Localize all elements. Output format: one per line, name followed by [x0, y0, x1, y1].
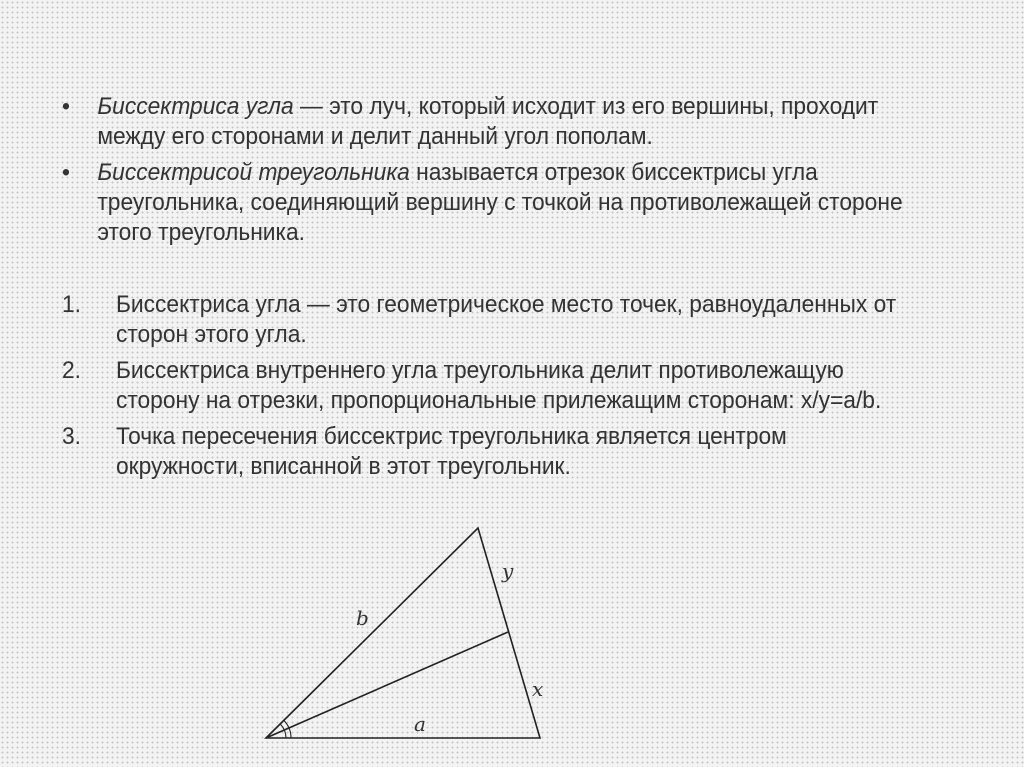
- label-b: b: [356, 606, 369, 630]
- property-item-1: [62, 290, 918, 350]
- triangle-outline: [266, 528, 540, 738]
- list-number: 3.: [62, 423, 82, 450]
- list-number: 1.: [62, 291, 82, 318]
- bullet-marker: •: [62, 93, 70, 120]
- label-x: x: [532, 677, 544, 701]
- bullet-definition-angle-bisector: [62, 92, 918, 152]
- definition-text: — это луч, который исходит из его вершины, проходит между его сторонами и делит данный угол пополам.: [97, 93, 879, 150]
- label-y: y: [502, 559, 514, 583]
- property-text: Биссектриса внутреннего угла треугольника делит противолежащую сторону на отрезки, пропорциональные прилежащим сторонам: x/y=a/b.: [115, 357, 882, 414]
- angle-mark-inner: [280, 724, 286, 738]
- bullet-definition-triangle-bisector: [62, 158, 918, 248]
- bullet-marker: •: [62, 159, 70, 186]
- slide-text-block: [62, 92, 918, 488]
- term-triangle-bisector: Биссектрисой треугольника: [97, 159, 410, 186]
- property-text: Точка пересечения биссектрис треугольника является центром окружности, вписанной в этот треугольник.: [115, 423, 787, 480]
- property-text: Биссектриса угла — это геометрическое место точек, равноудаленных от сторон этого угла.: [115, 291, 897, 348]
- spacer: [62, 254, 918, 290]
- bisector-segment: [266, 632, 508, 738]
- term-angle-bisector: Биссектриса угла: [97, 93, 294, 120]
- angle-mark-outer: [284, 720, 291, 738]
- property-item-3: [62, 422, 918, 482]
- definition-text: называется отрезок биссектрисы угла треугольника, соединяющий вершину с точкой на противолежащей стороне этого треугольника.: [97, 159, 903, 246]
- list-number: 2.: [62, 357, 82, 384]
- property-item-2: [62, 356, 918, 416]
- label-a: a: [414, 712, 426, 736]
